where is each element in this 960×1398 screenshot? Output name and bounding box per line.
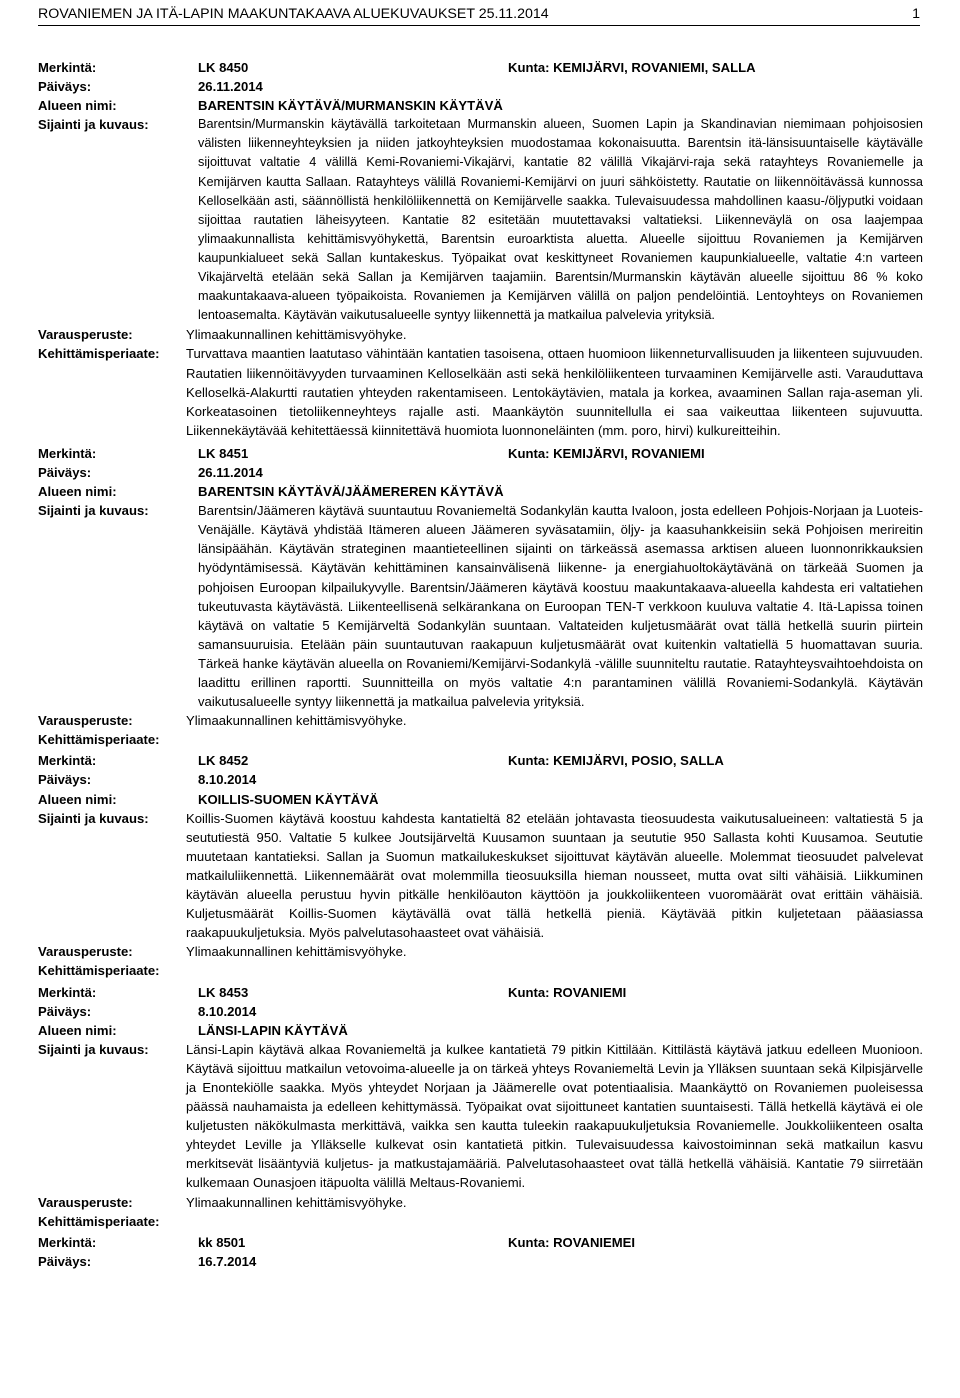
varausperuste-label: Varausperuste: bbox=[38, 327, 133, 343]
varausperuste-label: Varausperuste: bbox=[38, 713, 133, 729]
page-header bbox=[38, 3, 920, 25]
kehittamisperiaate-label: Kehittämisperiaate: bbox=[38, 963, 160, 979]
entry-lk-8450 bbox=[38, 58, 923, 440]
page-number: 1 bbox=[912, 6, 920, 22]
varausperuste-value: Ylimaakunnallinen kehittämisvyöhyke. bbox=[186, 713, 407, 729]
varausperuste-label: Varausperuste: bbox=[38, 944, 133, 960]
kunta-value: Kunta: ROVANIEMEI bbox=[508, 1234, 636, 1250]
sijainti-value: Länsi-Lapin käytävä alkaa Rovaniemeltä ja kulkee kantatietä 79 pitkin Kittilään. Kittilästä käytävä jatkuu edelleen Muonioon. Käytävä sijoittuu matkailun vetovoima-alueelle ja on tärkeä yhteys Rovaniemeltä Levin ja Ylläksen suuntaan sekä Kilpisjärvelle ja Enontekiölle saakka. Myös yhteydet Norjaan ja Jäämerelle ovat potentiaalisia. Maankäyttö on Rovaniemen puoleisessa päässä nauhamaista ja edelleen kehittymässä. Työpaikat ovat sijoittuneet kantatien suuntaisesti. Tällä hetkellä käytävä ei ole kuljetusten näkökulmasta merkittävä, vaikka sen kautta tuleekin raakapuukuljetuksia Rovaniemelle. Joukkoliikenteen osalta yhteydet Leville ja Ylläkselle kulkevat osin kantatietä pitkin. Tulevaisuudessa kaivostoiminnan sekä matkailun kasvu merkitsevät lisääntyviä kuljetus- ja matkustajamääriä. Palvelutasohaasteet ovat tällä hetkellä vähäisiä. Kantatie 79 siirretään kulkemaan Ounasjoen itäpuolta välillä Meltaus-Rovaniemi. bbox=[186, 1041, 923, 1191]
merkinta-label: Merkintä: bbox=[38, 445, 97, 461]
kehittamisperiaate-label: Kehittämisperiaate: bbox=[38, 346, 160, 362]
paivays-label: Päiväys: bbox=[38, 1003, 92, 1019]
paivays-label: Päiväys: bbox=[38, 79, 92, 95]
entry-lk-8453 bbox=[38, 983, 923, 1231]
sijainti-value: Koillis-Suomen käytävä koostuu kahdesta kantatieltä 82 etelään johtavasta tieosuudesta vaikutusalueineen: valtatiestä 5 ja seututiestä 950. Valtatie 5 kulkee Joutsijärveltä Kuusamon suuntaan ja seututie 950 Sallasta kohti Kuusamoa. Seututie muutetaan kantatieksi. Sallan ja Suomun matkailukeskukset sijoittuvat käytävän alueelle. Molemmat tieosuudet palvelevat matkailuliikennettä. Liikennemäärät ovat molemmilla tieosuuksilla hieman nousseet, mutta ovat silti vähäisiä. Liikkuminen käytävän alueella perustuu hyvin pitkälle henkilöauton käyttöön ja joukkoliikenteen vuoromäärät ovat erittäin vähäisiä. Kuljetusmäärät Koillis-Suomen käytävällä ovat tällä hetkellä pieniä. Käytävää pitkin kuljetetaan pääasiassa raakapuukuljetuksia. Myös palvelutasohaasteet ovat vähäisiä. bbox=[186, 810, 923, 941]
merkinta-label: Merkintä: bbox=[38, 60, 97, 75]
merkinta-label: Merkintä: bbox=[38, 1234, 97, 1250]
sijainti-value: Barentsin/Murmanskin käytävällä tarkoitetaan Murmanskin alueen, Suomen Lapin ja Skandinavian niemimaan pohjoisosien välisten liikenneyhteyksien ja niiden jatkoyhteyksien muodostamaa kokonaisuutta. Barentsin itä-länsisuuntaiselle käytävälle sijoittuvat valtatie 4 välillä Kemi-Rovaniemi-Vikajärvi, kantatie 82 välillä Vikajärvi-raja sekä ratayhteys Rovaniemelle ja Kemijärven kautta Sallaan. Ratayhteys välillä Rovaniemi-Kemijärvi on juuri sähköistetty. Rautatie on liikennöitävässä kunnossa Kelloselkään asti, säännöllistä henkilöliikennettä on Kemijärvelle saakka. Tulevaisuudessa mahdollinen kaasu-/öljyputki voidaan sijoittaa rautatien läheisyyteen. Kantatie 82 esitetään muutettavaksi valtatieksi. Liikenneväylä on osa laajempaa ylimaakunnallista kehittämisvyöhykettä, Barentsin euroarktista aluetta. Alueelle sijoittuu Rovaniemen ja Kemijärven kaupunkialueet sekä Sallan kuntakeskus. Työpaikat ovat keskittyneet Rovaniemen kaupunkialueelle, valtatie 4:n varteen Vikajärveltä etelään sekä Sallan ja Kemijärven taajamiin. Barentsin/Murmanskin käytävän alueelle sijoittuu 86 % koko maakuntakaava-alueen työpaikoista. Rovaniemen ja Kemijärven välillä on paljon pendelöintiä. Lentoyhteys on Rovaniemen lentoasemalta. Käytävän vaikutusalueelle syntyy liikennettä ja matkailua palvelevia yrityksiä. bbox=[198, 117, 923, 323]
sijainti-label: Sijainti ja kuvaus: bbox=[38, 117, 149, 133]
merkinta-value: LK 8453 bbox=[198, 984, 249, 1000]
kunta-value: Kunta: KEMIJÄRVI, ROVANIEMI bbox=[508, 445, 705, 461]
merkinta-label: Merkintä: bbox=[38, 753, 97, 769]
sijainti-label: Sijainti ja kuvaus: bbox=[38, 810, 149, 826]
kunta-value: Kunta: ROVANIEMI bbox=[508, 984, 627, 1000]
paivays-value: 8.10.2014 bbox=[198, 1003, 257, 1019]
paivays-label: Päiväys: bbox=[38, 1253, 92, 1269]
alueen-nimi-value: BARENTSIN KÄYTÄVÄ/MURMANSKIN KÄYTÄVÄ bbox=[198, 98, 503, 114]
document-title: ROVANIEMEN JA ITÄ-LAPIN MAAKUNTAKAAVA ALUEKUVAUKSET 25.11.2014 bbox=[38, 6, 549, 22]
entry-kk-8501 bbox=[38, 1233, 923, 1271]
alueen-nimi-label: Alueen nimi: bbox=[38, 791, 117, 807]
merkinta-value: kk 8501 bbox=[198, 1234, 246, 1250]
entry-lk-8452 bbox=[38, 751, 923, 980]
merkinta-value: LK 8450 bbox=[198, 60, 249, 75]
paivays-value: 26.11.2014 bbox=[198, 79, 263, 95]
kehittamisperiaate-label: Kehittämisperiaate: bbox=[38, 1213, 160, 1229]
alueen-nimi-label: Alueen nimi: bbox=[38, 1022, 117, 1038]
merkinta-label: Merkintä: bbox=[38, 984, 97, 1000]
alueen-nimi-value: KOILLIS-SUOMEN KÄYTÄVÄ bbox=[198, 791, 379, 807]
varausperuste-label: Varausperuste: bbox=[38, 1194, 133, 1210]
paivays-label: Päiväys: bbox=[38, 772, 92, 788]
varausperuste-value: Ylimaakunnallinen kehittämisvyöhyke. bbox=[186, 327, 407, 343]
paivays-value: 8.10.2014 bbox=[198, 772, 257, 788]
sijainti-label: Sijainti ja kuvaus: bbox=[38, 503, 149, 519]
document-body bbox=[38, 58, 923, 1271]
merkinta-value: LK 8451 bbox=[198, 445, 249, 461]
paivays-value: 26.11.2014 bbox=[198, 464, 263, 480]
alueen-nimi-label: Alueen nimi: bbox=[38, 98, 117, 114]
kehittamisperiaate-value: Turvattava maantien laatutaso vähintään kantatien tasoisena, ottaen huomioon liikenneturvallisuuden ja liikenteen sujuvuuden. Rautatien liikennöitävyyden turvaaminen Kelloselkään asti sekä henkilöliikenteen turvaaminen Kemijärvelle asti. Varauduttava Kelloselkä-Alakurtti rautatien yhteyden rakentamiseen. Lentokäytävien, matala ja korkea, avaaminen Sallan raja-aseman yli. Korkeatasoinen tietoliikenneyhteys rajalle asti. Maankäytön suunnitellulla ei saa vaikeuttaa liikenteen sujuvuutta. Liikennekäytävää kehitettäessä kiinnitettävä huomiota luonnoneläinten (mm. poro, hirvi) kulkureitteihin. bbox=[186, 346, 923, 438]
alueen-nimi-value: LÄNSI-LAPIN KÄYTÄVÄ bbox=[198, 1022, 348, 1038]
alueen-nimi-label: Alueen nimi: bbox=[38, 484, 117, 500]
paivays-value: 16.7.2014 bbox=[198, 1253, 257, 1269]
entry-lk-8451 bbox=[38, 444, 923, 750]
merkinta-value: LK 8452 bbox=[198, 753, 249, 769]
alueen-nimi-value: BARENTSIN KÄYTÄVÄ/JÄÄMEREREN KÄYTÄVÄ bbox=[198, 484, 504, 500]
paivays-label: Päiväys: bbox=[38, 464, 92, 480]
kunta-value: Kunta: KEMIJÄRVI, POSIO, SALLA bbox=[508, 753, 724, 769]
sijainti-label: Sijainti ja kuvaus: bbox=[38, 1041, 149, 1057]
header-divider bbox=[38, 25, 920, 26]
varausperuste-value: Ylimaakunnallinen kehittämisvyöhyke. bbox=[186, 944, 407, 960]
kehittamisperiaate-label: Kehittämisperiaate: bbox=[38, 732, 160, 748]
kunta-value: Kunta: KEMIJÄRVI, ROVANIEMI, SALLA bbox=[508, 60, 756, 75]
sijainti-value: Barentsin/Jäämeren käytävä suuntautuu Rovaniemeltä Sodankylän kautta Ivaloon, josta edelleen Pohjois-Norjaan ja Luoteis-Venäjälle. Käytävä yhdistää Itämeren alueen Jäämeren syväsatamiin, öljy- ja kaasuhankkeisiin sekä Pohjoisen merireitin länsipäähän. Käytävän strateginen maantieteellinen sijainti on tärkeässä asemassa arktisen alueen luonnonrikkauksien hyödyntämisessä. Käytävän kehittäminen kansainvälisenä liikenne- ja energiahuoltokäytävänä on tärkeää Suomen ja pohjoisen Euroopan kilpailukyvylle. Barentsin/Jäämeren käytävä koostuu maakuntakaava-alueella kahdesta eri valtatiehen tukeutuvasta käytävästä. Liikenteellisenä selkärankana on Euroopan TEN-T verkkoon kuuluva valtatie 4. Itä-Lapissa toinen käytävä on valtatie 5 Kemijärveltä Sodankylän suuntaan. Valtateiden kuljetusmäärät ovat tällä hetkellä suurin piirtein samansuuruisia. Etelään päin suuntautuvan raakapuun kuljetusmäärät ovat kuitenkin valtatiellä 5 huomattavan suuria. Tärkeä hanke käytävän alueella on Rovaniemi/Kemijärvi-Sodankylä -välille suunniteltu rautatie. Ratayhteysvaihtoehdoista on laadittu erillinen raportti. Suunnitteilla on myös valtatie 4:n parantaminen välillä Rovaniemi-Sodankylä. Käytävän vaikutusalueelle syntyy liikennettä ja matkailua palvelevia yrityksiä. bbox=[198, 503, 923, 710]
varausperuste-value: Ylimaakunnallinen kehittämisvyöhyke. bbox=[186, 1194, 407, 1210]
